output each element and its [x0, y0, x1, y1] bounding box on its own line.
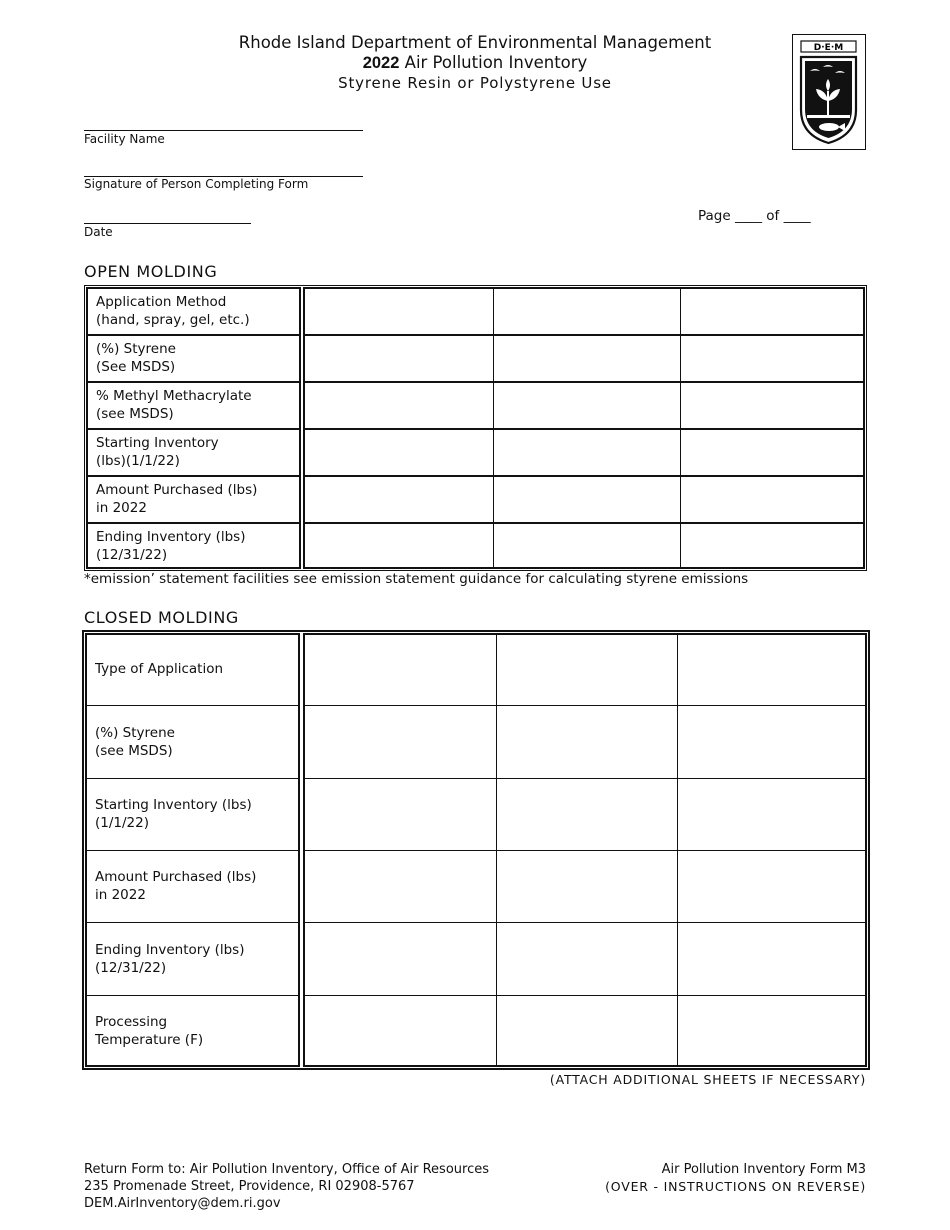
return-instructions — [84, 1161, 489, 1212]
form-subtitle: Styrene Resin or Polystyrene Use — [338, 74, 612, 92]
closed-molding-data-cell[interactable] — [496, 705, 677, 777]
open-molding-data-cell[interactable] — [680, 381, 865, 428]
open-molding-data-cell[interactable] — [493, 334, 680, 381]
dem-logo — [792, 34, 866, 150]
closed-molding-label-line: Starting Inventory (lbs) — [95, 796, 252, 813]
closed-molding-row-label — [95, 941, 294, 977]
open-molding-data-cell[interactable] — [301, 334, 493, 381]
open-molding-data-cell[interactable] — [301, 381, 493, 428]
open-molding-row-divider — [86, 475, 301, 477]
open-molding-row-label — [96, 528, 295, 564]
open-molding-data-cell[interactable] — [493, 522, 680, 569]
closed-molding-data-cell[interactable] — [303, 922, 496, 994]
form-identifier — [605, 1161, 866, 1195]
closed-molding-data-cell[interactable] — [496, 995, 677, 1067]
closed-molding-column-divider — [677, 633, 678, 1067]
open-molding-row-label — [96, 434, 295, 470]
closed-molding-data-cell[interactable] — [677, 850, 867, 922]
open-molding-label-line: Application Method — [96, 293, 227, 310]
open-molding-data-cell[interactable] — [301, 475, 493, 522]
open-molding-data-cell[interactable] — [680, 287, 865, 334]
open-molding-row-label — [96, 293, 295, 329]
open-molding-label-line: Ending Inventory (lbs) — [96, 528, 246, 545]
dem-shield-icon — [793, 35, 864, 148]
closed-molding-title: CLOSED MOLDING — [84, 608, 239, 627]
closed-molding-label-line: (1/1/22) — [95, 814, 149, 831]
closed-molding-row-divider — [85, 850, 300, 851]
closed-molding-data-cell[interactable] — [303, 778, 496, 850]
open-molding-data-cell[interactable] — [301, 522, 493, 569]
over-note: (OVER - INSTRUCTIONS ON REVERSE) — [605, 1179, 866, 1194]
facility-name-line[interactable] — [84, 130, 363, 131]
closed-molding-data-cell[interactable] — [496, 778, 677, 850]
closed-molding-data-cell[interactable] — [677, 922, 867, 994]
open-molding-label-line: (lbs)(1/1/22) — [96, 452, 180, 469]
open-molding-label-line: (%) Styrene — [96, 340, 176, 357]
agency-name: Rhode Island Department of Environmental Management — [238, 33, 712, 52]
open-molding-data-cell[interactable] — [493, 287, 680, 334]
open-molding-label-line: (12/31/22) — [96, 546, 168, 563]
emission-note: *emission’ statement facilities see emission statement guidance for calculating styrene emissions — [84, 571, 749, 587]
closed-molding-row-label — [95, 660, 294, 678]
open-molding-label-line: (hand, spray, gel, etc.) — [96, 311, 250, 328]
date-label: Date — [84, 225, 113, 239]
open-molding-row-label — [96, 481, 295, 517]
form-name: Air Pollution Inventory Form M3 — [661, 1162, 866, 1177]
open-molding-label-line: in 2022 — [96, 499, 147, 516]
open-molding-data-cell[interactable] — [301, 287, 493, 334]
open-molding-title: OPEN MOLDING — [84, 262, 218, 281]
open-molding-label-line: (See MSDS) — [96, 358, 176, 375]
closed-molding-data-cell[interactable] — [677, 705, 867, 777]
open-molding-data-cell[interactable] — [301, 428, 493, 475]
closed-molding-label-line: in 2022 — [95, 887, 146, 904]
open-molding-row-divider — [86, 334, 301, 336]
logo-text: D·E·M — [813, 43, 844, 53]
closed-molding-row-divider — [85, 778, 300, 779]
closed-molding-label-line: Ending Inventory (lbs) — [95, 941, 245, 958]
facility-name-label: Facility Name — [84, 132, 165, 146]
closed-molding-label-line: Amount Purchased (lbs) — [95, 869, 257, 886]
closed-molding-label-line: (see MSDS) — [95, 742, 173, 759]
open-molding-label-line: Amount Purchased (lbs) — [96, 481, 258, 498]
closed-molding-row-label — [95, 1013, 294, 1049]
closed-molding-data-cell[interactable] — [677, 995, 867, 1067]
open-molding-label-line: % Methyl Methacrylate — [96, 387, 252, 404]
open-molding-row-divider — [86, 381, 301, 383]
open-molding-data-cell[interactable] — [680, 428, 865, 475]
open-molding-data-cell[interactable] — [680, 475, 865, 522]
closed-molding-label-line: Processing — [95, 1013, 168, 1030]
closed-molding-row-divider — [85, 995, 300, 996]
closed-molding-data-cell[interactable] — [303, 850, 496, 922]
closed-molding-data-cell[interactable] — [677, 633, 867, 705]
open-molding-column-divider — [493, 287, 494, 569]
closed-molding-data-cell[interactable] — [303, 995, 496, 1067]
closed-molding-row-divider — [85, 922, 300, 923]
closed-molding-data-cell[interactable] — [496, 850, 677, 922]
open-molding-data-cell[interactable] — [680, 522, 865, 569]
closed-molding-data-cell[interactable] — [496, 633, 677, 705]
closed-molding-row-label — [95, 724, 294, 760]
closed-molding-data-cell[interactable] — [303, 633, 496, 705]
closed-molding-row-label — [95, 868, 294, 904]
open-molding-row-divider — [86, 428, 301, 430]
open-molding-row-divider — [86, 522, 301, 524]
open-molding-row-label — [96, 340, 295, 376]
closed-molding-label-line: Temperature (F) — [95, 1031, 204, 1048]
return-email: DEM.AirInventory@dem.ri.gov — [84, 1196, 281, 1211]
closed-molding-column-divider — [496, 633, 497, 1067]
return-line: Return Form to: Air Pollution Inventory, Office of Air Resources — [84, 1162, 489, 1177]
open-molding-label-line: Starting Inventory — [96, 434, 219, 451]
attach-note: (ATTACH ADDITIONAL SHEETS IF NECESSARY) — [549, 1072, 866, 1087]
closed-molding-label-line: Type of Application — [95, 661, 224, 678]
closed-molding-label-line: (%) Styrene — [95, 724, 175, 741]
return-address: 235 Promenade Street, Providence, RI 02908-5767 — [84, 1179, 415, 1194]
page-number: Page ____ of ____ — [698, 208, 811, 224]
open-molding-label-line: (see MSDS) — [96, 405, 174, 422]
open-molding-data-cell[interactable] — [493, 428, 680, 475]
open-molding-column-divider — [680, 287, 681, 569]
form-year: 2022 — [362, 54, 400, 72]
form-title-text: Air Pollution Inventory — [404, 53, 588, 72]
open-molding-data-cell[interactable] — [680, 334, 865, 381]
signature-label: Signature of Person Completing Form — [84, 177, 309, 191]
closed-molding-row-divider — [85, 705, 300, 706]
closed-molding-label-line: (12/31/22) — [95, 959, 167, 976]
date-line[interactable] — [84, 223, 251, 224]
closed-molding-data-cell[interactable] — [303, 705, 496, 777]
open-molding-row-label — [96, 387, 295, 423]
closed-molding-data-cell[interactable] — [677, 778, 867, 850]
open-molding-data-cell[interactable] — [493, 475, 680, 522]
open-molding-data-cell[interactable] — [493, 381, 680, 428]
closed-molding-data-cell[interactable] — [496, 922, 677, 994]
closed-molding-row-label — [95, 796, 294, 832]
